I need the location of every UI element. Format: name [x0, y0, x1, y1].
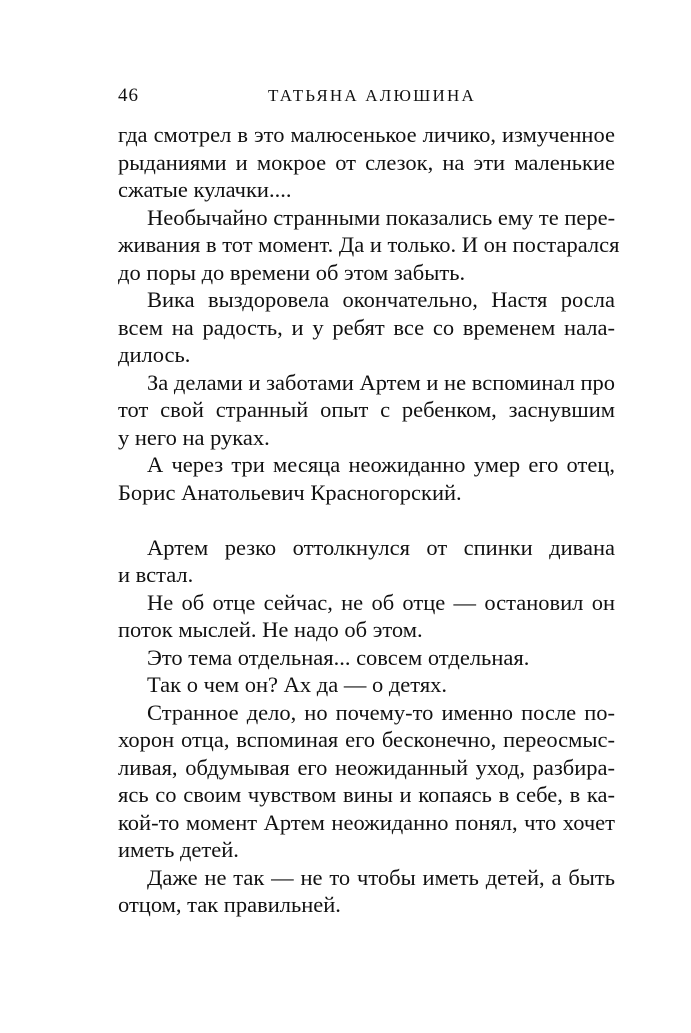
- body-text: [118, 121, 620, 919]
- book-page: [118, 85, 620, 919]
- text-line: хорон отца, вспоминая его бесконечно, переосмыс-: [118, 727, 615, 752]
- paragraph-first-line: Так о чем он? Ах да — о детях.: [147, 672, 448, 697]
- paragraph-first-line: Необычайно странными показались ему те пере-: [147, 204, 616, 230]
- page-number: 46: [118, 85, 139, 106]
- paragraph-first-line: А через три месяца неожиданно умер его отец,: [147, 452, 615, 477]
- text-line: иметь детей.: [118, 837, 239, 862]
- paragraph-first-line: Артем резко оттолкнулся от спинки дивана: [147, 534, 615, 560]
- text-line: рыданиями и мокрое от слезок, на эти маленькие: [118, 149, 615, 175]
- text-line: отцом, так правильней.: [118, 892, 341, 917]
- paragraph-first-line: Вика выздоровела окончательно, Настя росла: [147, 287, 615, 312]
- text-line: дилось.: [118, 342, 191, 367]
- author-name: ТАТЬЯНА АЛЮШИНА: [268, 86, 476, 105]
- running-head: [118, 85, 615, 117]
- paragraph-first-line: Не об отце сейчас, не об отце — остановил он: [147, 589, 615, 615]
- paragraph-first-line: Странное дело, но почему-то именно после по-: [147, 699, 615, 725]
- text-line: гда смотрел в это малюсенькое личико, измученное: [118, 122, 615, 147]
- text-line: живания в тот момент. Да и только. И он постарался: [118, 232, 620, 257]
- text-line: всем на радость, и у ребят все со временем нала-: [118, 314, 615, 340]
- section-break: [118, 506, 615, 534]
- text-line: тот свой странный опыт с ребенком, заснувшим: [118, 397, 615, 422]
- paragraph-first-line: Даже не так — не то чтобы иметь детей, а быть: [147, 864, 615, 890]
- text-line: кой-то момент Артем неожиданно понял, что хочет: [118, 809, 615, 835]
- paragraph-first-line: За делами и заботами Артем и не вспоминал про: [147, 369, 615, 395]
- text-line: и встал.: [118, 562, 194, 587]
- text-line: ливая, обдумывая его неожиданный уход, разбира-: [118, 754, 615, 780]
- text-line: поток мыслей. Не надо об этом.: [118, 617, 423, 642]
- paragraph-first-line: Это тема отдельная... совсем отдельная.: [147, 644, 530, 670]
- text-line: до поры до времени об этом забыть.: [118, 259, 466, 285]
- text-line: ясь со своим чувством вины и копаясь в себе, в ка-: [118, 782, 615, 807]
- text-line: у него на руках.: [118, 424, 270, 450]
- text-line: Борис Анатольевич Красногорский.: [118, 479, 462, 505]
- text-line: сжатые кулачки....: [118, 177, 292, 202]
